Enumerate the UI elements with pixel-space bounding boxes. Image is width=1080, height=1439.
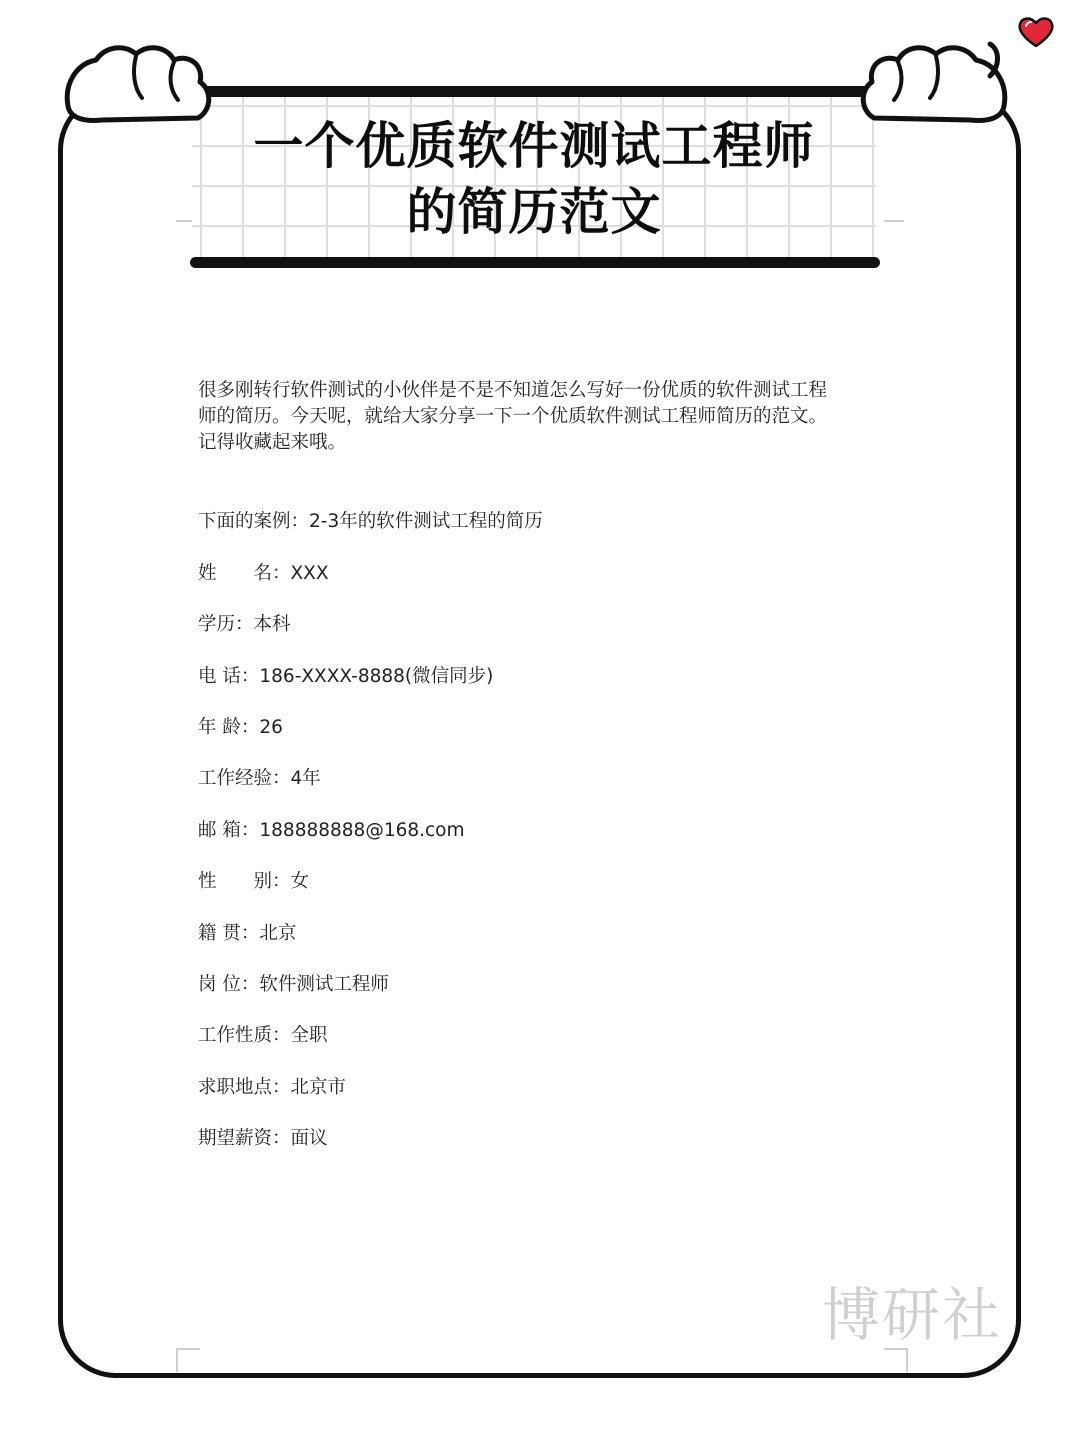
field-phone: 电 话：186-XXXX-8888(微信同步) — [198, 666, 494, 687]
field-job-type: 工作性质：全职 — [198, 1025, 328, 1046]
left-hand-icon — [62, 36, 222, 136]
banner-top-bar — [190, 86, 880, 97]
field-age: 年 龄：26 — [198, 717, 283, 738]
intro-paragraph — [198, 378, 898, 456]
case-heading: 下面的案例：2-3年的软件测试工程的简历 — [198, 511, 543, 532]
watermark: 博研社 — [822, 1281, 1003, 1349]
field-salary: 期望薪资：面议 — [198, 1128, 328, 1149]
right-hand-icon — [850, 36, 1010, 136]
corner-guide-top-right — [884, 198, 904, 222]
field-location: 求职地点：北京市 — [198, 1077, 347, 1098]
field-gender: 性 别：女 — [198, 871, 310, 892]
intro-line-3: 记得收藏起来哦。 — [198, 432, 347, 453]
field-education: 学历：本科 — [198, 614, 291, 635]
heart-icon — [1016, 14, 1056, 50]
banner-bottom-bar — [190, 257, 880, 268]
intro-line-1: 很多刚转行软件测试的小伙伴是不是不知道怎么写好一份优质的软件测试工程 — [198, 380, 828, 401]
intro-line-2: 师的简历。今天呢，就给大家分享一下一个优质软件测试工程师简历的范文。 — [198, 406, 828, 427]
field-experience: 工作经验：4年 — [198, 768, 321, 789]
corner-guide-bottom-left — [176, 1348, 200, 1372]
field-hometown: 籍 贯：北京 — [198, 923, 297, 944]
page-title-line-2: 的简历范文 — [406, 183, 662, 241]
page-title-line-1: 一个优质软件测试工程师 — [253, 117, 815, 175]
field-email: 邮 箱：188888888@168.com — [198, 820, 465, 841]
field-name: 姓 名：XXX — [198, 563, 329, 584]
field-position: 岗 位：软件测试工程师 — [198, 974, 389, 995]
